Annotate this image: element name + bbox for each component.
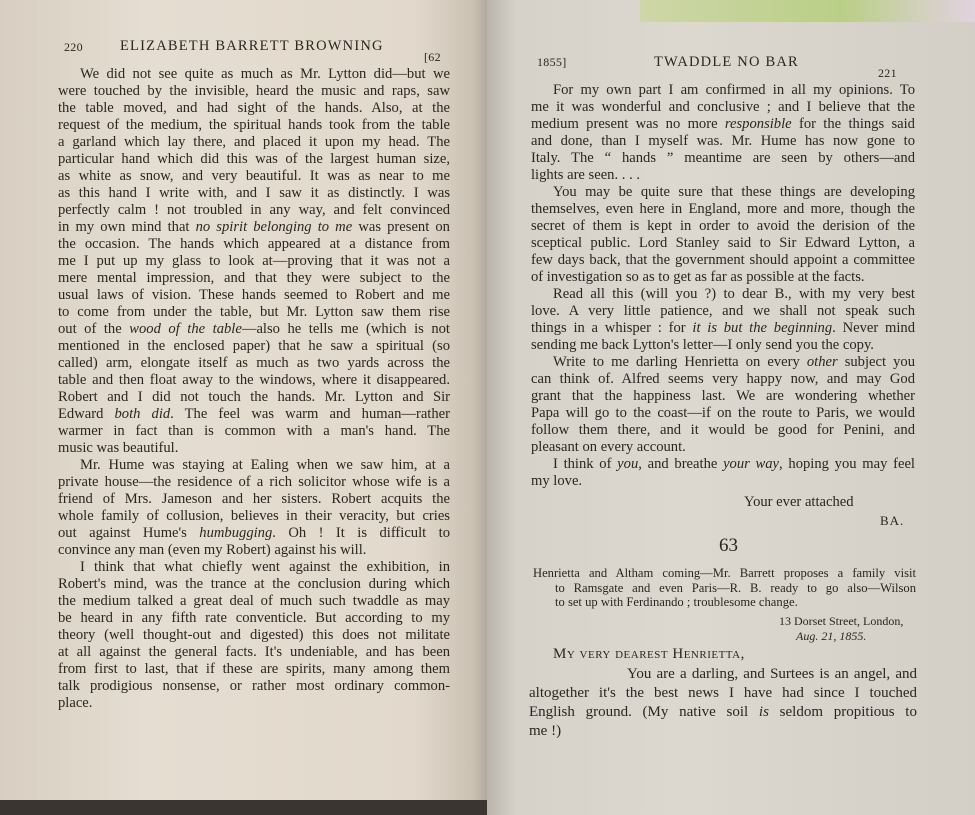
text-line <box>58 66 450 83</box>
text-line <box>531 218 915 235</box>
text-segment: perfectly calm ! not troubled in any way, and felt convinced <box>58 202 450 218</box>
text-segment: for the things said <box>791 116 915 132</box>
text-segment: was present on <box>352 219 450 235</box>
text-line <box>531 286 915 303</box>
text-line <box>58 236 450 253</box>
text-segment: grant that the happiness last. We are wondering whether <box>531 388 915 404</box>
text-segment: You may be quite sure that these things are developing <box>553 184 915 200</box>
text-segment: friend of Mrs. Jameson and her sisters. Robert acquits the <box>58 491 450 507</box>
text-segment: warmer in fact than is common with a man's hand. The <box>58 423 450 439</box>
text-line <box>58 542 450 559</box>
text-segment: follow them there, and it would be good for Penini, and <box>531 422 915 438</box>
text-segment: talk prodigious nonsense, or rather most ordinary common- <box>58 678 450 694</box>
text-segment: English ground. (My native soil <box>529 704 759 720</box>
right-page <box>487 0 975 815</box>
text-line <box>58 474 450 491</box>
text-segment: in my own mind that <box>58 219 196 235</box>
text-line <box>531 473 915 490</box>
text-segment: —also he tells me (which is not <box>241 321 450 337</box>
text-segment: called) arm, elongate itself as much as two yards across the <box>58 355 450 371</box>
text-line <box>58 168 450 185</box>
text-segment: table and then float away to the windows, where it disappeared. <box>58 372 450 388</box>
text-line <box>531 388 915 405</box>
italic-text: other <box>806 354 838 370</box>
italic-text: wood of the table <box>129 321 242 337</box>
letter-summary <box>533 566 916 610</box>
text-line <box>58 270 450 287</box>
text-line <box>531 82 915 99</box>
text-line <box>531 320 915 337</box>
text-segment: . Never mind <box>832 320 915 336</box>
text-segment: . Oh ! It is difficult to <box>272 525 451 541</box>
text-line <box>529 684 917 703</box>
summary-line: Henrietta and Altham coming—Mr. Barrett proposes a family visit <box>533 566 916 580</box>
text-segment: I think of <box>553 456 618 472</box>
text-segment: mere mental impression, and that they were subject to the <box>58 270 450 286</box>
text-segment: the table moved, and had sight of the hands. Also, at the <box>58 100 450 116</box>
text-line <box>531 422 915 439</box>
letter-opening-text <box>529 665 917 741</box>
text-segment: private house—the residence of a rich solicitor whose wife is a <box>58 474 450 490</box>
text-segment: , and breathe <box>638 456 724 472</box>
text-line <box>58 610 450 627</box>
text-segment: at all against the general facts. It's undeniable, and has been <box>58 644 450 660</box>
text-segment: from first to last, that if these are spirits, many among them <box>58 661 450 677</box>
text-line <box>531 371 915 388</box>
signature: BA. <box>880 513 905 528</box>
text-line <box>531 337 915 354</box>
text-segment: me I put up my glass to look at—proving that it was not a <box>58 253 450 269</box>
text-segment: mentioned in the enclosed paper) that he saw a spiritual (so <box>58 338 450 354</box>
text-segment: the medium talked a great deal of much such twaddle as may <box>58 593 450 609</box>
text-segment: few days back, that the government should appoint a committee <box>531 252 915 268</box>
text-line <box>531 167 915 184</box>
text-line <box>58 185 450 202</box>
text-line <box>58 559 450 576</box>
text-segment: For my own part I am confirmed in all my opinions. To <box>553 82 915 98</box>
right-year: 1855] <box>537 55 567 69</box>
text-segment: were touched by the invisible, heard the music and raps, saw <box>58 83 450 99</box>
text-line <box>531 133 915 150</box>
salutation: My very dearest Henrietta, <box>553 646 745 662</box>
text-segment: request of the medium, the spiritual hands took from the table <box>58 117 450 133</box>
italic-text: humbugging <box>199 525 273 541</box>
text-line <box>58 151 450 168</box>
text-segment: and done, than I myself was. Mr. Hume has now gone to <box>531 133 915 149</box>
right-page-number: 221 <box>878 66 897 80</box>
text-segment: music was beautiful. <box>58 440 179 456</box>
italic-text: your way <box>723 456 780 472</box>
text-segment: out against Hume's <box>58 525 200 541</box>
right-running-head: TWADDLE NO BAR <box>654 54 799 70</box>
text-line <box>58 661 450 678</box>
text-line <box>58 83 450 100</box>
italic-text: is <box>758 704 769 720</box>
text-line <box>58 100 450 117</box>
text-line <box>58 321 450 338</box>
text-line <box>58 287 450 304</box>
text-line <box>58 406 450 423</box>
text-segment: sceptical public. Lord Stanley said to Sir Edward Lytton, a <box>531 235 915 251</box>
text-line <box>529 703 917 722</box>
text-segment: a garland which lay there, and placed it upon my head. The <box>58 134 450 150</box>
text-segment: Write to me darling Henrietta on every <box>553 354 807 370</box>
letter-number: 63 <box>719 535 738 556</box>
text-line <box>531 354 915 371</box>
left-running-head: ELIZABETH BARRETT BROWNING <box>120 38 384 54</box>
text-line <box>58 627 450 644</box>
text-segment: as this hand I write with, and I saw it as distinctly. I was <box>58 185 450 201</box>
text-segment: themselves, even here in England, more and more, though the <box>531 201 915 217</box>
text-segment: me !) <box>529 723 562 739</box>
text-line <box>58 372 450 389</box>
right-body-text <box>531 82 915 490</box>
text-segment: things in a whisper : for <box>531 320 693 336</box>
text-segment: secret of them is kept in order to avoid the derision of the <box>531 218 915 234</box>
date: Aug. 21, 1855. <box>796 629 867 643</box>
text-segment: We did not see quite as much as Mr. Lytton did—but we <box>80 66 450 82</box>
text-line <box>58 117 450 134</box>
text-segment: place. <box>58 695 93 711</box>
italic-text: it is but the beginning <box>692 320 833 336</box>
text-line <box>531 303 915 320</box>
text-line <box>58 355 450 372</box>
text-line <box>58 576 450 593</box>
text-line <box>529 665 917 684</box>
text-segment: convince any man (even my Robert) against his will. <box>58 542 367 558</box>
text-segment: to come from under the table, but Mr. Lytton saw them rise <box>58 304 450 320</box>
text-segment: medium present was no more <box>531 116 725 132</box>
text-segment: seldom propitious to <box>768 704 917 720</box>
text-segment: altogether it's the best news I have had since I touched <box>529 685 917 701</box>
summary-line: to Ramsgate and even Paris—R. B. ready to go also—Wilson <box>555 580 916 595</box>
text-line <box>58 644 450 661</box>
text-segment: Italy. The “ hands ” meantime are seen by others—and <box>531 150 915 166</box>
text-segment: Robert's mind, was the trance at the conclusion during which <box>58 576 450 592</box>
text-segment: subject you <box>837 354 915 370</box>
text-segment: be heard in any fifth rate conventicle. But according to my <box>58 610 450 626</box>
text-line <box>531 184 915 201</box>
closing: Your ever attached <box>744 494 854 510</box>
text-line <box>58 423 450 440</box>
letter-reference: [62 <box>424 50 441 64</box>
text-segment: Papa will go to the coast—if on the route to Paris, we would <box>531 405 915 421</box>
text-segment: me it was wonderful and conclusive ; and I believe that the <box>531 99 915 115</box>
text-line <box>58 134 450 151</box>
text-segment: love. A very little patience, and we shall not speak such <box>531 303 915 319</box>
text-line <box>531 235 915 252</box>
text-segment: as white as snow, and very beautiful. It was as near to me <box>58 168 450 184</box>
text-segment: theory (well thought-out and digested) this does not militate <box>58 627 450 643</box>
text-segment: Read all this (will you ?) to dear B., with my very best <box>553 286 915 302</box>
text-line <box>58 338 450 355</box>
text-segment: pleasant on every account. <box>531 439 686 455</box>
text-segment: the occasion. The hands which appeared at a distance from <box>58 236 450 252</box>
text-segment: particular hand which did this was of the largest human size, <box>58 151 450 167</box>
text-line <box>58 593 450 610</box>
text-segment: whole family of collusion, believes in their veracity, but cries <box>58 508 450 524</box>
background-strip <box>640 0 975 22</box>
text-segment: out of the <box>58 321 130 337</box>
italic-text: responsible <box>724 116 792 132</box>
text-segment: usual laws of vision. These hands seemed to Robert and me <box>58 287 450 303</box>
text-segment: lights are seen. . . . <box>531 167 641 183</box>
italic-text: you <box>617 456 639 472</box>
text-line <box>58 508 450 525</box>
text-line <box>58 678 450 695</box>
text-line <box>58 202 450 219</box>
text-segment: , hoping you may feel <box>779 456 915 472</box>
italic-text: no spirit belonging to me <box>195 219 353 235</box>
summary-line: to set up with Ferdinando ; troublesome change. <box>555 595 798 609</box>
text-line <box>58 253 450 270</box>
text-line <box>529 722 917 741</box>
text-line <box>58 525 450 542</box>
text-segment: I think that what chiefly went against the exhibition, in <box>80 559 450 575</box>
text-segment: of investigation so as to get as far as possible at the facts. <box>531 269 865 285</box>
text-line <box>58 304 450 321</box>
italic-text: both did <box>114 406 171 422</box>
text-line <box>531 116 915 133</box>
text-line <box>58 457 450 474</box>
text-line <box>58 695 450 712</box>
text-line <box>531 150 915 167</box>
text-segment: . The feel was warm and human—rather <box>170 406 450 422</box>
text-line <box>531 405 915 422</box>
address: 13 Dorset Street, London, <box>779 614 904 628</box>
text-segment: my love. <box>531 473 583 489</box>
text-line <box>531 456 915 473</box>
text-line <box>58 491 450 508</box>
text-segment: You are a darling, and Surtees is an angel, and <box>627 666 917 682</box>
left-page <box>0 0 487 800</box>
text-line <box>531 269 915 286</box>
text-line <box>531 439 915 456</box>
text-segment: sending me back Lytton's letter—I only send you the copy. <box>531 337 874 353</box>
text-line <box>58 219 450 236</box>
text-segment: can think of. Alfred seems very happy now, and may God <box>531 371 915 387</box>
text-segment: Mr. Hume was staying at Ealing when we saw him, at a <box>80 457 450 473</box>
text-line <box>58 389 450 406</box>
text-segment: Robert and I did not touch the hands. Mr. Lytton and Sir <box>58 389 450 405</box>
text-line <box>531 99 915 116</box>
text-line <box>58 440 450 457</box>
left-body-text <box>58 66 450 712</box>
left-page-number: 220 <box>64 40 83 54</box>
text-line <box>531 201 915 218</box>
text-segment: Edward <box>58 406 115 422</box>
text-line <box>531 252 915 269</box>
